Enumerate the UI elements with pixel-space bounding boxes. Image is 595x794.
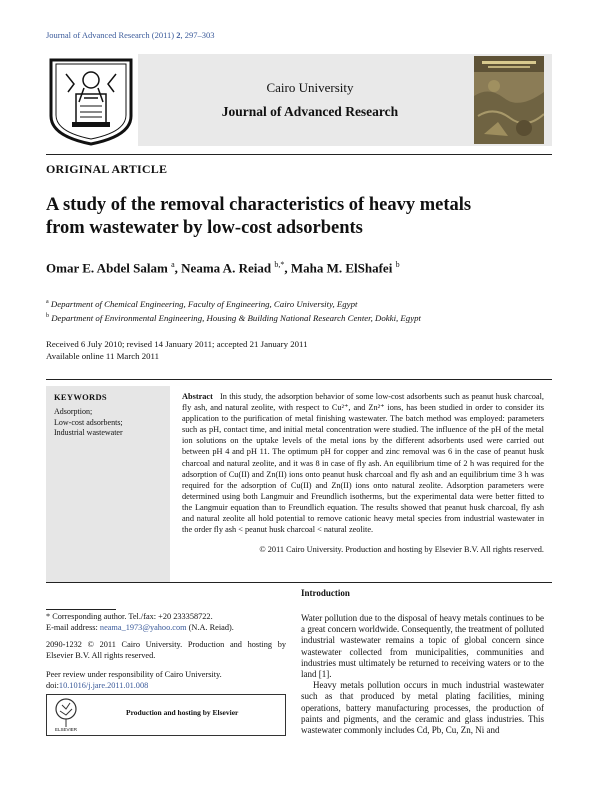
email-link[interactable]: neama_1973@yahoo.com bbox=[99, 622, 187, 632]
article-history bbox=[46, 338, 566, 362]
keyword-item[interactable]: Adsorption; bbox=[54, 407, 93, 416]
journal-name: Journal of Advanced Research bbox=[221, 104, 399, 119]
keywords-list bbox=[54, 407, 123, 439]
introduction-paragraph-2: Heavy metals pollution occurs in much industrial wastewater such as that produced by metal plating facilities, mining operations, battery manufacturing processes, the production of paints and pigments, and the ceramic and glass industries. This wastewater commonly includes Cd, Pb, Cu, Zn, Ni and bbox=[301, 680, 544, 736]
author-3[interactable]: Maha M. ElShafei bbox=[290, 260, 393, 276]
peer-review-note: Peer review under responsibility of Cairo University. doi:10.1016/j.jare.2011.01.008 bbox=[46, 670, 222, 690]
received-dates: Received 6 July 2010; revised 14 January 2011; accepted 21 January 2011 bbox=[46, 339, 308, 349]
elsevier-logo-label: ELSEVIER bbox=[54, 727, 77, 732]
author-1[interactable]: Omar E. Abdel Salam bbox=[46, 260, 168, 276]
introduction-heading: Introduction bbox=[301, 588, 350, 598]
abstract-text: In this study, the adsorption behavior of some low-cost adsorbents such as peanut husk charcoal, fly ash, and natural zeolite, with respect to Cu²⁺, and Zn²⁺ ions, has been studied in order to consider its application to the purification of metal finishing wastewater. The batch method was employed: parameters such as pH, contact time, and initial metal concentration were studied. The influence of the pH of the metal ion solutions on the uptake levels of the metal ions by the different adsorbents used were carried out between pH 4 and pH 11. The optimum pH for copper and zinc removal was 6 in the case of peanut husk charcoal and natural zeolite, and it was 8 in case of fly ash. An equilibrium time of 2 h was required for the adsorption of Cu(II) and Zn(II) ions onto peanut husk charcoal and fly ash and an equilibrium time 3 h was required for the adsorption of Cu(II) and Zn(II) ions onto natural zeolite. Adsorption parameters were determined using both Langmuir and Freundlich isotherms, but the experimental data were better fitted to the Langmuir equation than to Freundlich equation. The results showed that peanut husk charcoal, fly ash and natural zeolite all hold potential to remove cationic heavy metal species from industrial wastewater in the order fly ash < peanut husk charcoal < natural zeolite. bbox=[182, 392, 544, 535]
abstract-bottom-divider bbox=[46, 582, 552, 583]
elsevier-logo bbox=[50, 697, 82, 733]
cairo-university-logo bbox=[44, 54, 138, 146]
university-name: Cairo University bbox=[266, 80, 354, 95]
author-1-affiliation[interactable]: a bbox=[171, 260, 175, 269]
author-2[interactable]: Neama A. Reiad bbox=[181, 260, 272, 276]
online-date: Available online 11 March 2011 bbox=[46, 351, 160, 361]
doi-link[interactable]: 10.1016/j.jare.2011.01.008 bbox=[58, 680, 149, 690]
author-list: Omar E. Abdel Salam $^a$, Neama A. Reiad $^{b,*}$, Maha M. ElShafei $^b$ bbox=[46, 260, 400, 276]
article-title bbox=[46, 194, 556, 240]
article-title-line-2: from wastewater by low-cost adsorbents bbox=[46, 218, 363, 238]
journal-cover-image bbox=[474, 56, 544, 144]
introduction-paragraph-1: Water pollution due to the disposal of heavy metals continues to be a great concern worldwide. Consequently, the treatment of polluted industrial wastewater remains a topic of global concern since wastewater collected from municipalities, communities and industries must ultimately be returned to receiving waters or to the land [1]. bbox=[301, 613, 544, 680]
abstract-label: Abstract bbox=[182, 392, 213, 401]
author-2-affiliation[interactable]: b,* bbox=[274, 260, 285, 269]
author-3-affiliation[interactable]: b bbox=[395, 260, 400, 269]
keyword-item[interactable]: Industrial wastewater bbox=[54, 428, 123, 437]
article-type: ORIGINAL ARTICLE bbox=[46, 162, 168, 176]
keyword-item[interactable]: Low-cost adsorbents; bbox=[54, 417, 123, 427]
footnote-rule bbox=[46, 609, 116, 610]
elsevier-hosting-text: Production and hosting by Elsevier bbox=[126, 708, 239, 717]
abstract-copyright: © 2011 Cairo University. Production and hosting by Elsevier B.V. All rights reserved. bbox=[259, 545, 544, 554]
journal-cover-thumbnail bbox=[474, 56, 544, 144]
abstract-top-divider bbox=[46, 379, 552, 380]
affiliations bbox=[46, 296, 566, 324]
affiliation-b: $^b$ Department of Environmental Engineering, Housing & Building National Research Center, Dokki, Egypt bbox=[46, 312, 421, 323]
article-title-line-1: A study of the removal characteristics of heavy metals bbox=[46, 195, 472, 215]
introduction-body bbox=[301, 613, 544, 736]
affiliation-a: $^a$ Department of Chemical Engineering, Faculty of Engineering, Cairo University, Egypt bbox=[46, 298, 358, 309]
corresponding-author-note: * Corresponding author. Tel./fax: +20 233358722. E-mail address: neama_1973@yahoo.com (N.A. Reiad). bbox=[46, 612, 234, 632]
university-seal-icon bbox=[44, 54, 138, 146]
keywords-heading: KEYWORDS bbox=[54, 392, 107, 402]
running-head[interactable]: Journal of Advanced Research (2011) 2, 297–303 bbox=[46, 30, 215, 40]
abstract bbox=[182, 391, 544, 535]
header-divider bbox=[46, 154, 552, 155]
issn-copyright: 2090-1232 © 2011 Cairo University. Production and hosting by Elsevier B.V. All rights reserved. bbox=[46, 640, 286, 660]
